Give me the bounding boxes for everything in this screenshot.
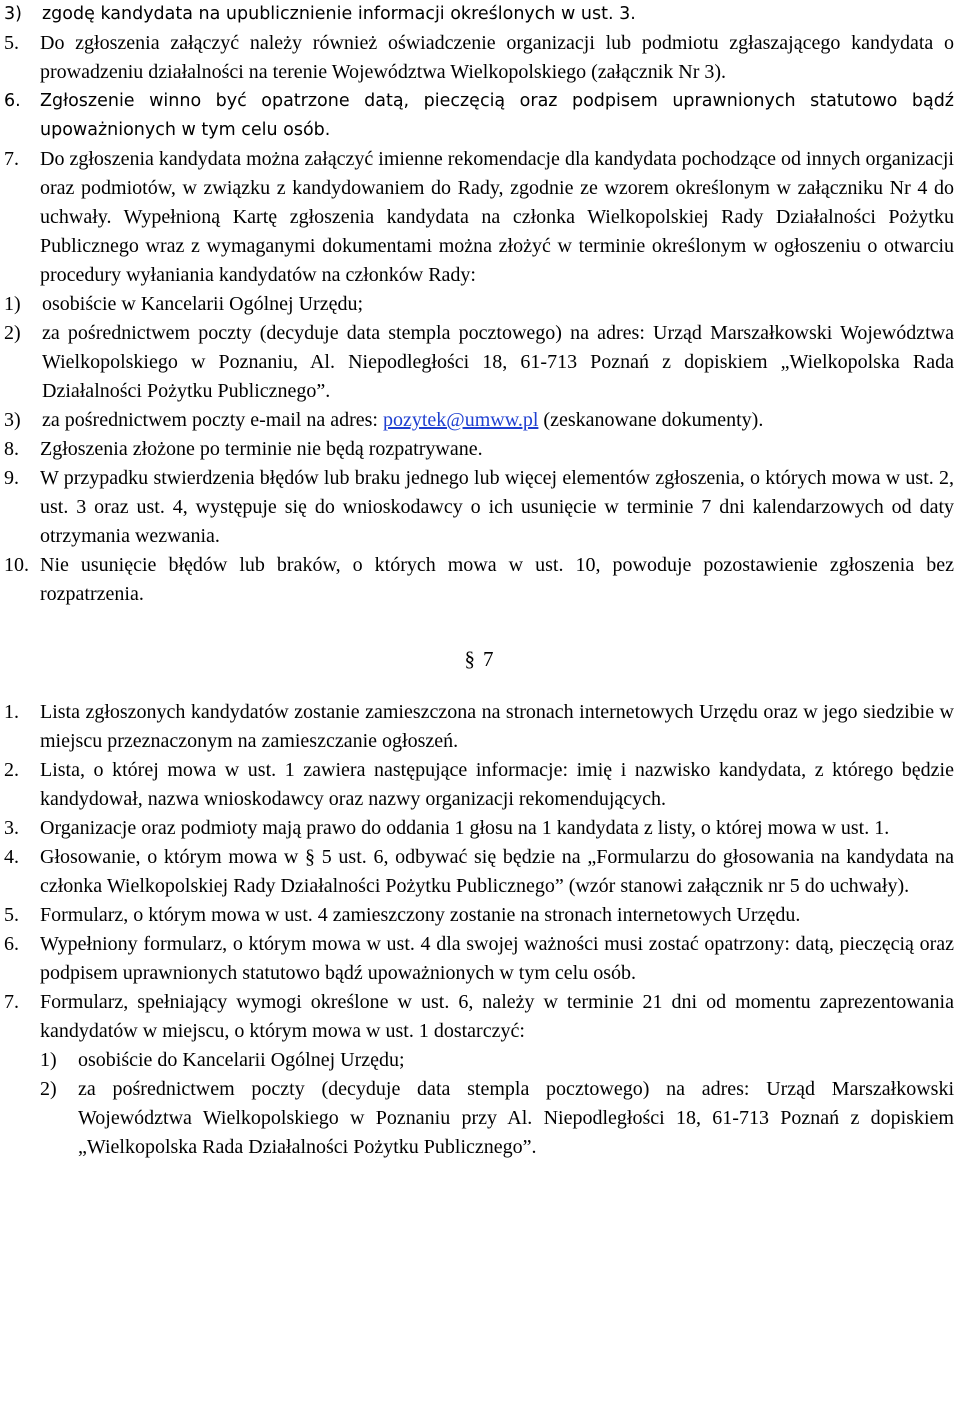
item-number: 4. xyxy=(4,846,19,868)
item-number: 1. xyxy=(4,701,19,723)
list-item xyxy=(4,901,954,930)
list-item xyxy=(4,698,954,756)
item-text xyxy=(40,988,954,1162)
item-number: 9. xyxy=(4,467,19,489)
item-text: osobiście do Kancelarii Ogólnej Urzędu; xyxy=(78,1049,405,1071)
sub-list-item xyxy=(40,1046,954,1075)
sub-list-item xyxy=(40,1075,954,1162)
item-number: 3) xyxy=(4,4,22,24)
item-number: 6. xyxy=(4,933,19,955)
email-link[interactable]: pozytek@umww.pl xyxy=(382,409,539,431)
item-text-main: Do zgłoszenia kandydata można załączyć imienne rekomendacje dla kandydata pochodzące od innych organizacji oraz podmiotów, w związku z kandydowaniem do Rady, zgodnie ze wzorem określonym w załączniku Nr 4 do uchwały. Wypełnioną Kartę zgłoszenia kandydata na członka Wielkopolskiej Rady Działalności Pożytku Publicznego wraz z wymaganymi dokumentami można złożyć w terminie określonym w ogłoszeniu o otwarciu procedury wyłaniania kandydatów na członków Rady: xyxy=(40,148,954,286)
email-suffix: (zeskanowane dokumenty). xyxy=(538,409,764,431)
item-number: 6. xyxy=(4,91,21,111)
list-item xyxy=(4,551,954,609)
item-number: 1) xyxy=(40,1049,57,1071)
item-text: Formularz, o którym mowa w ust. 4 zamieszczony zostanie na stronach internetowych Urzędu. xyxy=(40,904,801,926)
item-text: Zgłoszenie winno być opatrzone datą, pieczęcią oraz podpisem uprawnionych statutowo bądź upoważnionych w tym celu osób. xyxy=(40,91,954,140)
item-number: 1) xyxy=(4,293,21,315)
item-number: 3) xyxy=(4,409,21,431)
item-number: 5. xyxy=(4,32,19,54)
item-text: Lista, o której mowa w ust. 1 zawiera następujące informacje: imię i nazwisko kandydata, z którego będzie kandydował, nazwa wnioskodawcy oraz nazwy organizacji rekomendujących. xyxy=(40,759,954,810)
item-text xyxy=(4,145,954,435)
item-number: 8. xyxy=(4,438,19,460)
item-number: 3. xyxy=(4,817,19,839)
item-number: 2) xyxy=(4,322,21,344)
item-text: Zgłoszenia złożone po terminie nie będą rozpatrywane. xyxy=(40,438,483,460)
sub-list-item xyxy=(4,319,954,406)
item-number: 2. xyxy=(4,759,19,781)
list-item xyxy=(4,29,954,87)
item-text: Głosowanie, o którym mowa w § 5 ust. 6, odbywać się będzie na „Formularzu do głosowania na kandydata na członka Wielkopolskiej Rady Działalności Pożytku Publicznego” (wzór stanowi załącznik nr 5 do uchwały). xyxy=(40,846,954,897)
item-text: Wypełniony formularz, o którym mowa w ust. 4 dla swojej ważności musi zostać opatrzony: datą, pieczęcią oraz podpisem uprawnionych statutowo bądź upoważnionych w tym celu osób. xyxy=(40,933,954,984)
item-text xyxy=(42,406,954,435)
item-text: za pośrednictwem poczty (decyduje data stempla pocztowego) na adres: Urząd Marszałkowski Województwa Wielkopolskiego w Poznaniu, Al. Niepodległości 18, 61-713 Poznań z dopiskiem „Wielkopolska Rada Działalności Pożytku Publicznego”. xyxy=(42,322,954,402)
list-item xyxy=(4,87,954,145)
sub-list-item xyxy=(4,290,954,319)
item-text: Organizacje oraz podmioty mają prawo do oddania 1 głosu na 1 kandydata z listy, o której mowa w ust. 1. xyxy=(40,817,890,839)
section-heading xyxy=(4,645,954,674)
item-number: 2) xyxy=(40,1078,57,1100)
sub-list xyxy=(40,1046,954,1162)
list-item xyxy=(4,756,954,814)
item-text: Lista zgłoszonych kandydatów zostanie zamieszczona na stronach internetowych Urzędu oraz w jego siedzibie w miejscu przeznaczonym na zamieszczanie ogłoszeń. xyxy=(40,701,954,752)
list-item xyxy=(4,814,954,843)
item-text: W przypadku stwierdzenia błędów lub braku jednego lub więcej elementów zgłoszenia, o których mowa w ust. 2, ust. 3 oraz ust. 4, występuje się do wnioskodawcy o ich usunięcie w terminie 7 dni kalendarzowych od daty otrzymania wezwania. xyxy=(40,467,954,547)
section-symbol: § xyxy=(464,647,475,671)
sub-list xyxy=(4,290,954,435)
item-text: osobiście w Kancelarii Ogólnej Urzędu; xyxy=(42,293,364,315)
list-item xyxy=(4,988,954,1162)
item-text-main: Formularz, spełniający wymogi określone w ust. 6, należy w terminie 21 dni od momentu zaprezentowania kandydatów w miejscu, o którym mowa w ust. 1 dostarczyć: xyxy=(40,991,954,1042)
item-number: 5. xyxy=(4,904,19,926)
list-item xyxy=(4,930,954,988)
item-text: za pośrednictwem poczty (decyduje data stempla pocztowego) na adres: Urząd Marszałkowski Województwa Wielkopolskiego w Poznaniu przy Al. Niepodległości 18, 61-713 Poznań z dopiskiem „Wielkopolska Rada Działalności Pożytku Publicznego”. xyxy=(78,1078,954,1158)
email-prefix: za pośrednictwem poczty e-mail na adres: xyxy=(42,409,383,431)
sub-list-item xyxy=(4,406,954,435)
list-item xyxy=(4,464,954,551)
list-item xyxy=(4,145,954,435)
item-text: zgodę kandydata na upublicznienie informacji określonych w ust. 3. xyxy=(42,4,636,24)
list-item xyxy=(4,0,954,29)
item-number: 7. xyxy=(4,148,19,170)
item-number: 7. xyxy=(4,991,19,1013)
item-text: Nie usunięcie błędów lub braków, o których mowa w ust. 10, powoduje pozostawienie zgłoszenia bez rozpatrzenia. xyxy=(40,554,954,605)
list-item xyxy=(4,435,954,464)
list-item xyxy=(4,843,954,901)
section-number: 7 xyxy=(483,647,494,671)
item-text: Do zgłoszenia załączyć należy również oświadczenie organizacji lub podmiotu zgłaszającego kandydata o prowadzeniu działalności na terenie Województwa Wielkopolskiego (załącznik Nr 3). xyxy=(40,32,954,83)
item-number: 10. xyxy=(4,554,29,576)
